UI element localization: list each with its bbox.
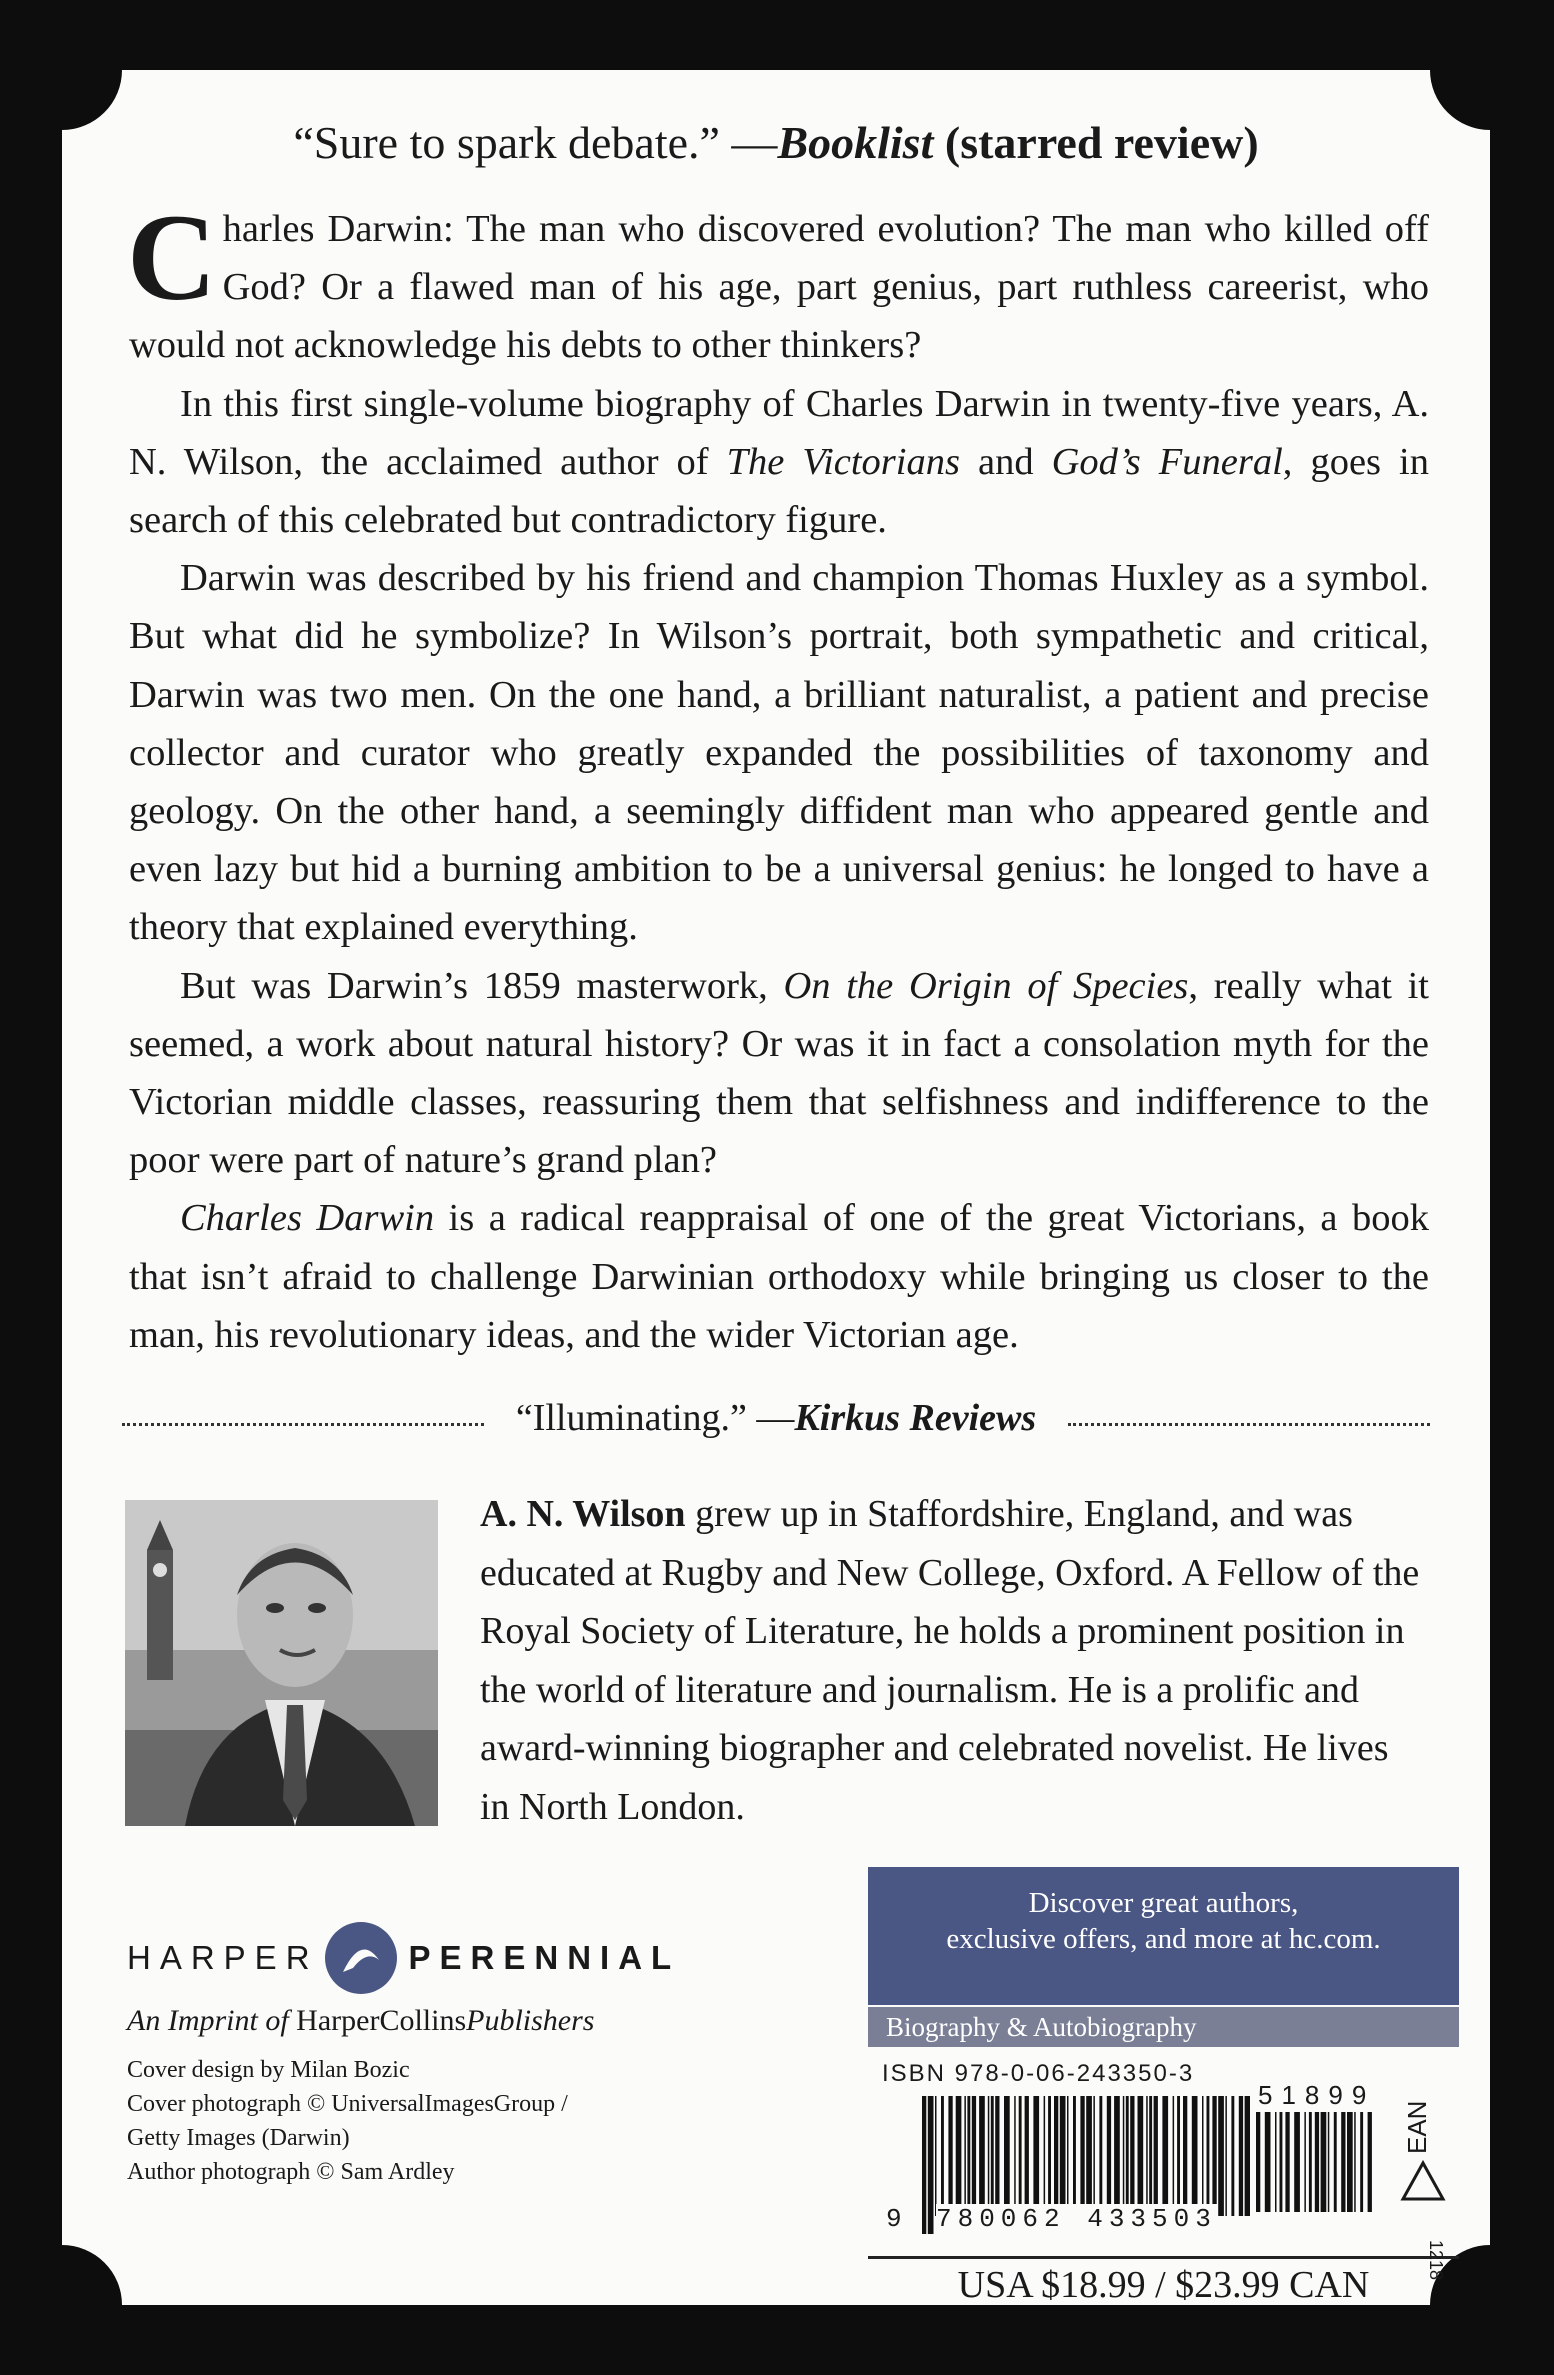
- top-review-quote: [62, 116, 1490, 169]
- quote-source: Kirkus Reviews: [794, 1397, 1037, 1439]
- barcode-bar: [988, 2096, 990, 2216]
- ean-label: EAN: [1402, 2100, 1432, 2154]
- barcode-bar: [1218, 2096, 1224, 2216]
- barcode-bar: [1360, 2112, 1363, 2212]
- barcode-bar: [1060, 2096, 1066, 2216]
- print-code: 1218: [1426, 2240, 1446, 2281]
- barcode-bar: [972, 2096, 976, 2216]
- book-title: God’s Funeral: [1051, 440, 1283, 483]
- barcode-bar: [1130, 2096, 1134, 2216]
- barcode-bar: [1315, 2112, 1319, 2212]
- quote-source: Booklist: [777, 117, 934, 168]
- barcode-bar: [1014, 2096, 1016, 2216]
- book-title: The Victorians: [726, 440, 960, 483]
- barcode-bar: [1067, 2096, 1069, 2216]
- barcode-bar: [1183, 2096, 1187, 2216]
- barcode-bar: [1334, 2112, 1337, 2212]
- barcode-bar: [1149, 2096, 1152, 2216]
- back-cover: [62, 70, 1490, 2305]
- barcode-bar: [1294, 2112, 1300, 2212]
- barcode-bar: [967, 2096, 970, 2216]
- barcode-bar: [1341, 2112, 1345, 2212]
- addon-digits: 51899: [1258, 2080, 1376, 2110]
- barcode-bar: [1004, 2096, 1010, 2216]
- barcode-bar: [1086, 2096, 1092, 2216]
- barcode-bar: [1304, 2112, 1306, 2212]
- barcode-bar: [1093, 2096, 1095, 2216]
- barcode-bar: [1225, 2096, 1227, 2216]
- barcode-digit: 9: [886, 2204, 902, 2234]
- cover-credits: Cover design by Milan Bozic Cover photograph © UniversalImagesGroup / Getty Images (Darwin) Author photograph © Sam Ardley: [127, 2057, 568, 2185]
- barcode-bar: [1162, 2096, 1168, 2216]
- paragraph-2: In this first single-volume biography of Charles Darwin in twenty-five years, A. N. Wilson, the acclaimed author of The Victorians and God’s Funeral, goes in search of this celebrated but contradictory figure.: [129, 382, 1429, 542]
- dotted-rule: [1068, 1423, 1430, 1426]
- quote-note: (starred review): [944, 117, 1259, 168]
- paragraph-4: But was Darwin’s 1859 masterwork, On the Origin of Species, really what it seemed, a work about natural history? Or was it in fact a consolation myth for the Victorian middle classes, reassuring them that selfishness and indifference to the poor were part of nature’s grand plan?: [129, 964, 1429, 1182]
- barcode-bar: [922, 2096, 926, 2234]
- barcode-bar: [1177, 2096, 1180, 2216]
- barcode-bar: [1245, 2096, 1250, 2216]
- barcode-bar: [964, 2096, 966, 2216]
- mid-review-quote: “Illuminating.” —Kirkus Reviews: [515, 1397, 1037, 1439]
- promo-box: Discover great authors, exclusive offers, and more at hc.com.: [868, 1867, 1459, 2005]
- book-title: Charles Darwin: [180, 1197, 435, 1240]
- barcode-bar: [1073, 2096, 1076, 2216]
- author-photo: [125, 1500, 438, 1826]
- barcode-bar: [1107, 2096, 1111, 2216]
- barcode-bar: [1328, 2112, 1330, 2212]
- barcode-bar: [1309, 2112, 1312, 2212]
- barcode-bar: [1173, 2096, 1175, 2216]
- barcode-bar: [991, 2096, 994, 2216]
- review-divider: [122, 1390, 1430, 1446]
- barcode-bar: [1202, 2096, 1204, 2216]
- paragraph-3: Darwin was described by his friend and champion Thomas Huxley as a symbol. But what did he symbolize? In Wilson’s portrait, both sympathetic and critical, Darwin was two men. On the one hand, a brilliant naturalist, a patient and precise collector and curator who greatly expanded the possibilities of taxonomy and geology. On the other hand, a seemingly diffident man who appeared gentle and even lazy but hid a burning ambition to be a universal genius: he longed to have a theory that explained everything.: [129, 557, 1429, 949]
- barcode-bar: [1368, 2112, 1372, 2212]
- barcode-bar: [1275, 2112, 1277, 2212]
- barcode-bar: [1212, 2096, 1216, 2216]
- torch-icon: [323, 1920, 399, 1996]
- barcode-bar: [1025, 2096, 1029, 2216]
- author-name: A. N. Wilson: [480, 1493, 686, 1535]
- barcode-bar: [1256, 2112, 1260, 2212]
- triangle-icon: [1400, 2160, 1446, 2202]
- barcode-bar: [1146, 2096, 1148, 2216]
- barcode-bar: [1239, 2096, 1243, 2216]
- quote-text: “Sure to spark debate.” —: [293, 117, 778, 168]
- barcode-digits: 780062 433503: [936, 2204, 1217, 2234]
- price: USA $18.99 / $23.99 CAN: [868, 2256, 1459, 2305]
- barcode-bar: [1048, 2096, 1051, 2216]
- barcode-bar: [1354, 2112, 1356, 2212]
- barcode-bar: [1265, 2112, 1271, 2212]
- barcode-bar: [1231, 2096, 1234, 2216]
- corner-notch: [62, 2245, 122, 2305]
- dotted-rule: [122, 1423, 484, 1426]
- barcode-bar: [1080, 2096, 1084, 2216]
- paragraph-1: Charles Darwin: The man who discovered evolution? The man who killed off God? Or a flawed man of his age, part genius, part ruthless careerist, who would not acknowledge his debts to other thinkers?: [127, 189, 1429, 367]
- drop-cap: C: [127, 189, 217, 326]
- description: [127, 189, 1429, 1364]
- book-title: On the Origin of Species: [783, 964, 1189, 1007]
- barcode-bar: [995, 2096, 999, 2216]
- barcode-bar: [1347, 2112, 1353, 2212]
- barcode-bar: [1285, 2112, 1289, 2212]
- paragraph-5: Charles Darwin is a radical reappraisal of one of the great Victorians, a book that isn’t afraid to challenge Darwinian orthodoxy while bringing us closer to the man, his revolutionary ideas, and the wider Victorian age.: [129, 1197, 1429, 1356]
- barcode-bar: [1054, 2096, 1058, 2216]
- barcode-bar: [941, 2096, 944, 2216]
- barcode-bar: [935, 2096, 937, 2216]
- barcode-bar: [956, 2096, 962, 2216]
- barcode-bar: [1207, 2096, 1210, 2216]
- barcode-bar: [1154, 2096, 1158, 2216]
- author-bio: A. N. Wilson grew up in Staffordshire, England, and was educated at Rugby and New College, Oxford. A Fellow of the Royal Society of Literature, he holds a prominent position in the world of literature and journalism. He is a prolific and award-winning biographer and celebrated novelist. He lives in North London.: [480, 1493, 1420, 1828]
- barcode-bar: [979, 2096, 985, 2216]
- barcode-bar: [1321, 2112, 1327, 2212]
- category-band: Biography & Autobiography: [868, 2007, 1459, 2047]
- barcode-bar: [928, 2096, 934, 2234]
- barcode-bar: [1033, 2096, 1039, 2216]
- isbn-text: ISBN 978-0-06-243350-3: [882, 2060, 1195, 2087]
- barcode-bar: [1019, 2096, 1022, 2216]
- addon-barcode: [1254, 2112, 1376, 2230]
- barcode-bar: [1192, 2096, 1198, 2216]
- imprint-line: An Imprint of HarperCollinsPublishers: [127, 2004, 595, 2037]
- barcode-bar: [1044, 2096, 1046, 2216]
- publisher-logo: HARPER PERENNIAL: [127, 1920, 680, 1996]
- barcode-bar: [1138, 2096, 1144, 2216]
- barcode-bar: [1114, 2096, 1120, 2216]
- barcode-bar: [948, 2096, 952, 2216]
- barcode-bar: [1099, 2096, 1102, 2216]
- barcode-bar: [1280, 2112, 1283, 2212]
